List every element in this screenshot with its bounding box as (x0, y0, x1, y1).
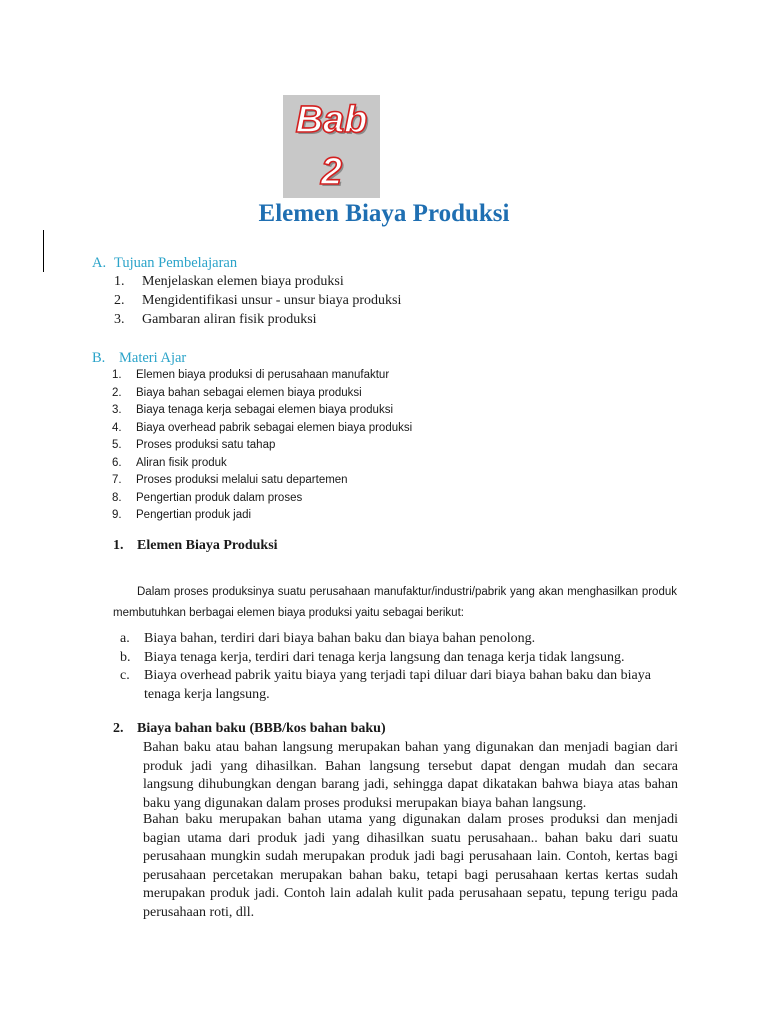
section-a-letter: A. (92, 255, 107, 271)
heading-number: 2. (113, 721, 124, 736)
section-a-heading (92, 255, 237, 272)
list-number: 5. (112, 439, 122, 451)
heading-elemen-biaya (113, 538, 278, 554)
list-item (112, 402, 412, 420)
list-item (112, 490, 412, 508)
section-a-title: Tujuan Pembelajaran (114, 255, 238, 271)
list-text: Biaya overhead pabrik yaitu biaya yang terjadi tapi diluar dari biaya bahan baku dan biaya tenaga kerja langsung. (144, 668, 651, 702)
list-text: Biaya bahan sebagai elemen biaya produksi (136, 386, 362, 399)
list-text: Gambaran aliran fisik produksi (142, 312, 317, 327)
chapter-badge-label: Bab (295, 99, 368, 141)
list-item (112, 507, 412, 525)
text-cursor (43, 230, 44, 272)
list-item (112, 367, 412, 385)
page-title: Elemen Biaya Produksi (258, 200, 510, 227)
list-text: Pengertian produk dalam proses (136, 491, 303, 504)
list-item (114, 291, 401, 310)
list-text: Biaya overhead pabrik sebagai elemen biaya produksi (136, 421, 413, 434)
list-text: Biaya bahan, terdiri dari biaya bahan baku dan biaya bahan penolong. (144, 631, 536, 646)
list-item (112, 437, 412, 455)
list-number: 9. (112, 509, 122, 521)
list-text: Elemen biaya produksi di perusahaan manufaktur (136, 369, 390, 381)
objectives-list (114, 272, 401, 329)
list-item (114, 310, 401, 329)
list-number: 6. (112, 456, 122, 469)
list-item (112, 385, 412, 403)
list-number: a. (120, 631, 130, 646)
list-text: Proses produksi satu tahap (136, 439, 276, 451)
elements-list (120, 630, 678, 704)
list-text: Biaya tenaga kerja sebagai elemen biaya produksi (136, 404, 393, 416)
list-item (112, 472, 412, 490)
list-number: 4. (112, 421, 122, 434)
list-number: 3. (114, 312, 125, 327)
list-text: Biaya tenaga kerja, terdiri dari tenaga kerja langsung dan tenaga kerja tidak langsung. (144, 649, 625, 665)
list-number: 2. (114, 293, 125, 308)
list-item (120, 649, 678, 668)
list-text: Pengertian produk jadi (136, 509, 252, 521)
paragraph-text: Dalam proses produksinya suatu perusahaan manufaktur/industri/pabrik yang akan menghasilkan produk membutuhkan berbagai elemen biaya produksi yaitu sebagai berikut: (113, 586, 677, 619)
list-item (120, 667, 678, 704)
section-b-letter: B. (92, 350, 106, 366)
list-number: 2. (112, 386, 122, 399)
list-number: 7. (112, 474, 122, 486)
section-b-heading (92, 350, 186, 367)
list-text: Mengidentifikasi unsur - unsur biaya produksi (142, 293, 402, 308)
list-item (120, 630, 678, 649)
intro-paragraph (113, 582, 677, 624)
list-number: 1. (112, 369, 122, 381)
heading-text: Biaya bahan baku (BBB/kos bahan baku) (137, 721, 386, 736)
list-text: Menjelaskan elemen biaya produksi (142, 274, 344, 289)
heading-number: 1. (113, 538, 124, 553)
materials-list (112, 367, 412, 525)
list-item (112, 420, 412, 438)
list-number: 3. (112, 404, 122, 416)
list-item (114, 272, 401, 291)
list-number: 8. (112, 491, 122, 504)
list-number: c. (120, 668, 130, 683)
list-number: b. (120, 649, 131, 665)
paragraph-bahan-baku-1: Bahan baku atau bahan langsung merupakan bahan yang digunakan dan menjadi bagian dari produk jadi yang dihasilkan. Bahan langsung tersebut dapat dengan mudah dan secara langsung dihubungkan dengan barang jadi, sehingga dapat dikatakan bahwa biaya atas bahan baku yang digunakan dalam proses produksi merupakan biaya bahan langsung. (143, 740, 678, 811)
list-item (112, 455, 412, 473)
list-number: 1. (114, 274, 125, 289)
list-text: Proses produksi melalui satu departemen (136, 474, 348, 486)
list-text: Aliran fisik produk (136, 456, 227, 469)
heading-biaya-bahan-baku (113, 721, 386, 737)
heading-text: Elemen Biaya Produksi (137, 538, 278, 553)
paragraph-bahan-baku-2: Bahan baku merupakan bahan utama yang digunakan dalam proses produksi dan menjadi bagian utama dari produk jadi yang dihasilkan suatu perusahaan.. bahan baku dari suatu perusahaan mungkin sudah merupakan produk jadi bagi perusahaan lain. Contoh, kertas bagi perusahaan percetakan merupakan bahan baku, tetapi bagi perusahaan kertas kertas sudah merupakan produk jadi. Contoh lain adalah kulit pada perusahaan sepatu, tepung terigu pada perusahaan roti, dll. (143, 812, 678, 920)
chapter-badge (283, 95, 380, 198)
chapter-badge-number: 2 (320, 151, 343, 193)
section-b-title: Materi Ajar (119, 350, 187, 366)
